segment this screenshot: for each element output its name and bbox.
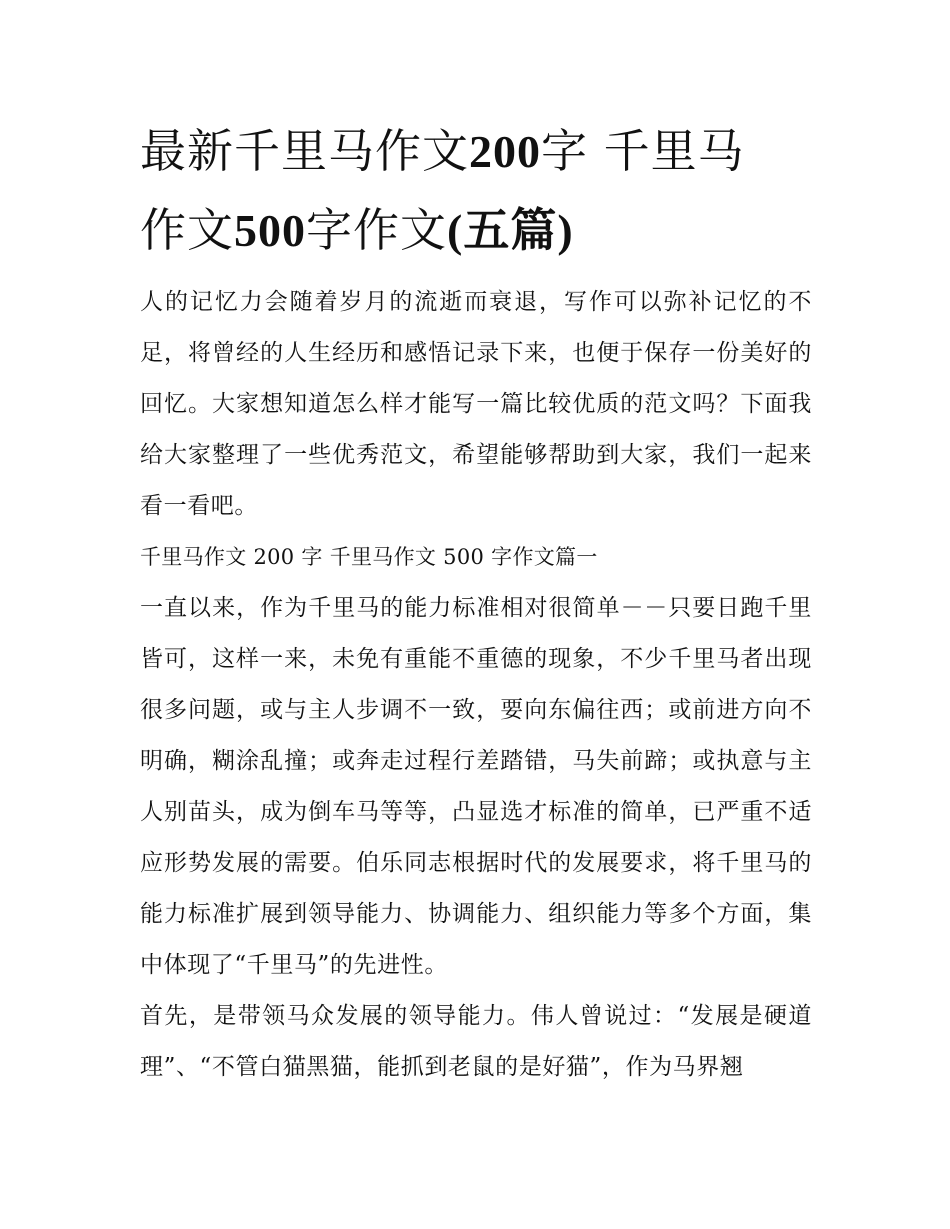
document-title (140, 112, 820, 270)
title-text-1: 最新千里马作文 (140, 124, 469, 178)
document-body (140, 277, 812, 1093)
body-paragraph-2: 首先，是带领马众发展的领导能力。伟人曾说过：“发展是硬道理”、“不管白猫黑猫，能抓到老鼠的是好猫”，作为马界翘 (140, 1003, 812, 1080)
title-text-2: 字 千里马 (541, 124, 745, 178)
title-number-2: 500 (234, 205, 306, 256)
section-heading: 千里马作文 200 字 千里马作文 500 字作文篇一 (140, 545, 598, 569)
title-number-1: 200 (469, 126, 541, 177)
title-text-3: 作文 (140, 203, 234, 257)
title-paren-text: (五篇) (447, 205, 574, 256)
intro-paragraph: 人的记忆力会随着岁月的流逝而衰退，写作可以弥补记忆的不足，将曾经的人生经历和感悟记录下来，也便于保存一份美好的回忆。大家想知道怎么样才能写一篇比较优质的范文吗？下面我给大家整理了一些优秀范文，希望能够帮助到大家，我们一起来看一看吧。 (140, 289, 812, 519)
title-text-4: 字作文 (306, 203, 447, 257)
body-paragraph-1: 一直以来，作为千里马的能力标准相对很简单－－只要日跑千里皆可，这样一来，未免有重能不重德的现象，不少千里马者出现很多问题，或与主人步调不一致，要向东偏往西；或前进方向不明确，糊涂乱撞；或奔走过程行差踏错，马失前蹄；或执意与主人别苗头，成为倒车马等等，凸显选才标准的简单，已严重不适应形势发展的需要。伯乐同志根据时代的发展要求，将千里马的能力标准扩展到领导能力、协调能力、组织能力等多个方面，集中体现了“千里马”的先进性。 (140, 595, 812, 978)
